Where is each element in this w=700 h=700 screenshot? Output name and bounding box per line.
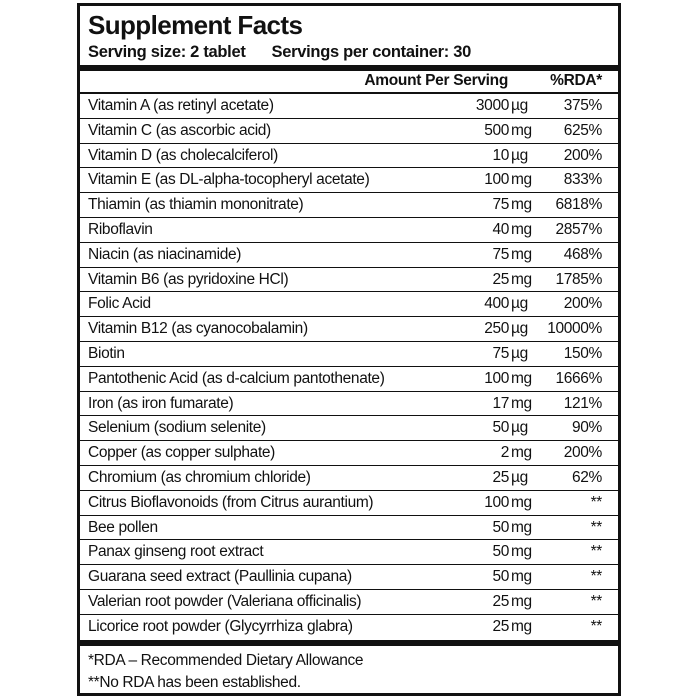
serving-size: Serving size: 2 tablet: [88, 43, 246, 61]
nutrient-unit: µg: [511, 97, 528, 114]
nutrient-rda: 625%: [563, 121, 602, 139]
nutrient-unit: mg: [511, 196, 532, 214]
nutrient-row: [80, 590, 618, 615]
nutrient-name: Vitamin E (as DL-alpha-tocopheryl acetate): [88, 171, 370, 189]
nutrient-rda: **: [590, 543, 602, 561]
nutrient-row: [80, 392, 618, 417]
nutrient-name: Copper (as copper sulphate): [88, 444, 275, 462]
nutrient-row: [80, 218, 618, 243]
nutrient-unit: mg: [511, 617, 532, 635]
nutrient-rda: 2857%: [555, 220, 602, 238]
nutrient-rda: 200%: [563, 444, 602, 462]
nutrient-quantity: 25: [492, 617, 509, 635]
nutrient-quantity: 40: [492, 220, 509, 238]
nutrient-quantity: 50: [492, 543, 509, 561]
nutrient-quantity: 25: [492, 592, 509, 610]
nutrient-quantity: 50: [492, 568, 509, 586]
nutrient-unit: mg: [511, 270, 532, 288]
nutrient-unit: mg: [511, 543, 532, 561]
nutrient-table: [80, 94, 618, 640]
nutrient-row: [80, 466, 618, 491]
nutrient-quantity: 50: [492, 419, 509, 437]
nutrient-name: Vitamin D (as cholecalciferol): [88, 146, 278, 164]
nutrient-row: [80, 441, 618, 466]
nutrient-name: Pantothenic Acid (as d-calcium pantothenate): [88, 369, 385, 387]
nutrient-name: Vitamin A (as retinyl acetate): [88, 97, 274, 114]
nutrient-name: Panax ginseng root extract: [88, 543, 264, 561]
nutrient-row: [80, 119, 618, 144]
nutrient-rda: 6818%: [555, 196, 602, 214]
nutrient-quantity: 50: [492, 518, 509, 536]
nutrient-unit: mg: [511, 394, 532, 412]
nutrient-quantity: 75: [492, 344, 509, 362]
nutrient-name: Vitamin B12 (as cyanocobalamin): [88, 320, 308, 338]
nutrient-unit: mg: [511, 220, 532, 238]
nutrient-rda: 200%: [563, 295, 602, 313]
nutrient-unit: mg: [511, 592, 532, 610]
nutrient-rda: **: [590, 617, 602, 635]
nutrient-row: [80, 565, 618, 590]
nutrient-rda: 1785%: [555, 270, 602, 288]
nutrient-row: [80, 243, 618, 268]
nutrient-unit: µg: [511, 320, 528, 338]
nutrient-row: [80, 540, 618, 565]
nutrient-quantity: 10: [492, 146, 509, 164]
servings-per-container: Servings per container: 30: [271, 43, 471, 61]
nutrient-name: Valerian root powder (Valeriana officinalis): [88, 592, 362, 610]
header-divider: [80, 65, 618, 71]
nutrient-name: Folic Acid: [88, 295, 151, 313]
panel-title: Supplement Facts: [88, 10, 303, 40]
footer-divider: [80, 640, 618, 646]
rda-header: %RDA*: [550, 72, 602, 89]
nutrient-rda: 200%: [563, 146, 602, 164]
nutrient-rda: 150%: [563, 344, 602, 362]
nutrient-rda: **: [590, 518, 602, 536]
nutrient-quantity: 75: [492, 245, 509, 263]
nutrient-name: Thiamin (as thiamin mononitrate): [88, 196, 304, 214]
nutrient-rda: 121%: [563, 394, 602, 412]
nutrient-unit: µg: [511, 419, 528, 437]
nutrient-unit: mg: [511, 171, 532, 189]
nutrient-rda: 90%: [572, 419, 602, 437]
nutrient-quantity: 25: [492, 270, 509, 288]
nutrient-name: Riboflavin: [88, 220, 153, 238]
nutrient-name: Niacin (as niacinamide): [88, 245, 242, 263]
nutrient-rda: 1666%: [555, 369, 602, 387]
nutrient-unit: µg: [511, 146, 528, 164]
nutrient-row: [80, 292, 618, 317]
nutrient-rda: 468%: [563, 245, 602, 263]
nutrient-name: Vitamin C (as ascorbic acid): [88, 121, 271, 139]
nutrient-quantity: 75: [492, 196, 509, 214]
nutrient-row: [80, 615, 618, 640]
nutrient-row: [80, 317, 618, 342]
amount-per-serving-header: Amount Per Serving: [364, 72, 508, 89]
nutrient-quantity: 100: [484, 171, 509, 189]
nutrient-quantity: 400: [484, 295, 509, 313]
nutrient-row: [80, 342, 618, 367]
nutrient-row: [80, 94, 618, 119]
nutrient-row: [80, 367, 618, 392]
nutrient-rda: **: [590, 592, 602, 610]
no-rda-footnote: **No RDA has been established.: [88, 674, 301, 691]
nutrient-unit: mg: [511, 245, 532, 263]
nutrient-name: Biotin: [88, 344, 125, 362]
nutrient-unit: µg: [511, 344, 528, 362]
nutrient-rda: 10000%: [547, 320, 602, 338]
nutrient-rda: **: [590, 568, 602, 586]
nutrient-row: [80, 193, 618, 218]
nutrient-row: [80, 491, 618, 516]
nutrient-unit: mg: [511, 369, 532, 387]
nutrient-quantity: 250: [484, 320, 509, 338]
nutrient-row: [80, 144, 618, 169]
nutrient-quantity: 100: [484, 493, 509, 511]
nutrient-row: [80, 268, 618, 293]
nutrient-unit: mg: [511, 121, 532, 139]
nutrient-rda: 375%: [563, 97, 602, 114]
nutrient-quantity: 500: [484, 121, 509, 139]
nutrient-quantity: 25: [492, 468, 509, 486]
rda-footnote: *RDA – Recommended Dietary Allowance: [88, 652, 364, 669]
serving-info: [88, 42, 471, 62]
nutrient-name: Bee pollen: [88, 518, 158, 536]
nutrient-unit: mg: [511, 444, 532, 462]
nutrient-name: Licorice root powder (Glycyrrhiza glabra): [88, 617, 353, 635]
nutrient-name: Chromium (as chromium chloride): [88, 468, 311, 486]
nutrient-name: Selenium (sodium selenite): [88, 419, 266, 437]
nutrient-name: Citrus Bioflavonoids (from Citrus aurantium): [88, 493, 374, 511]
nutrient-rda: **: [590, 493, 602, 511]
nutrient-rda: 833%: [563, 171, 602, 189]
nutrient-name: Guarana seed extract (Paullinia cupana): [88, 568, 352, 586]
nutrient-name: Iron (as iron fumarate): [88, 394, 234, 412]
nutrient-unit: mg: [511, 518, 532, 536]
nutrient-unit: mg: [511, 493, 532, 511]
nutrient-quantity: 17: [492, 394, 509, 412]
nutrient-row: [80, 516, 618, 541]
nutrient-row: [80, 168, 618, 193]
nutrient-quantity: 100: [484, 369, 509, 387]
nutrient-name: Vitamin B6 (as pyridoxine HCl): [88, 270, 289, 288]
nutrient-unit: mg: [511, 568, 532, 586]
nutrient-unit: µg: [511, 468, 528, 486]
nutrient-quantity: 3000: [475, 97, 509, 114]
nutrient-row: [80, 416, 618, 441]
supplement-facts-panel: [77, 3, 621, 696]
nutrient-rda: 62%: [572, 468, 602, 486]
nutrient-unit: µg: [511, 295, 528, 313]
nutrient-quantity: 2: [500, 444, 509, 462]
